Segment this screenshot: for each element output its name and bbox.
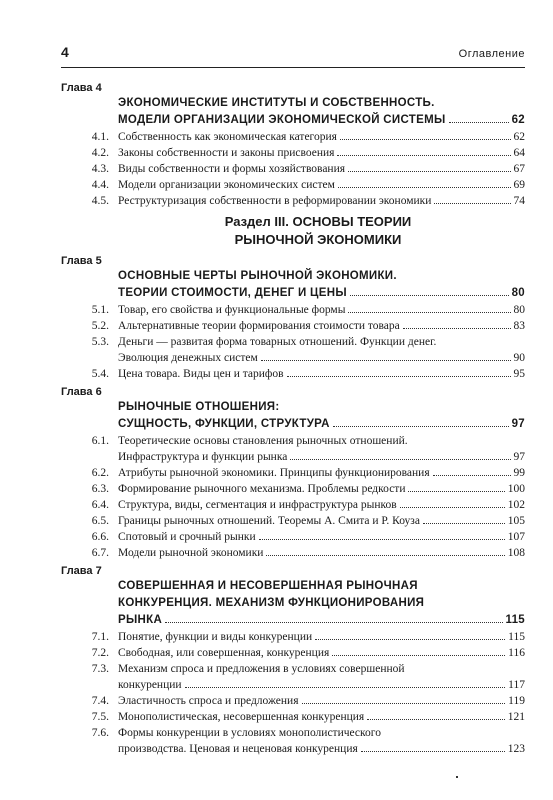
toc-entry[interactable]	[61, 433, 525, 465]
entry-text	[118, 481, 525, 497]
entry-title: Реструктуризация собственности в реформировании экономики	[118, 195, 432, 207]
dot-leader	[338, 187, 511, 188]
chapter-label: Глава 4	[61, 82, 102, 94]
chapter-label: Глава 6	[61, 386, 102, 398]
entry-title: Атрибуты рыночной экономики. Принципы функционирования	[118, 467, 430, 479]
entry-title: Модели организации экономических систем	[118, 179, 335, 191]
entry-title: Механизм спроса и предложения в условиях совершенной	[118, 663, 405, 675]
toc-entry[interactable]	[61, 465, 525, 481]
entry-line	[118, 449, 525, 465]
chapter-title-text: РЫНОЧНЫЕ ОТНОШЕНИЯ:	[118, 401, 280, 413]
dot-leader	[434, 203, 510, 204]
dot-leader	[185, 687, 506, 688]
entry-page-number: 67	[513, 163, 525, 175]
dot-leader	[348, 171, 510, 172]
entry-text	[118, 302, 525, 318]
toc-entry[interactable]	[61, 366, 525, 382]
entry-page-number: 80	[513, 304, 525, 316]
entry-number: 7.4.	[91, 695, 109, 707]
entry-number: 7.6.	[91, 727, 109, 739]
toc-entry[interactable]	[61, 193, 525, 209]
dot-leader	[367, 719, 505, 720]
dot-leader	[259, 539, 505, 540]
toc-entry[interactable]	[61, 129, 525, 145]
entry-number: 5.4.	[91, 368, 109, 380]
entry-title: Монополистическая, несовершенная конкуренция	[118, 711, 365, 723]
chapter-title-line	[118, 112, 525, 129]
entry-page-number: 69	[513, 179, 525, 191]
dot-leader	[340, 139, 511, 140]
entry-text	[118, 645, 525, 661]
page-number: 4	[61, 44, 69, 60]
entry-title: Границы рыночных отношений. Теоремы А. Смита и Р. Коуза	[118, 515, 420, 527]
toc-entry[interactable]	[61, 145, 525, 161]
entry-line	[118, 177, 525, 193]
entry-line	[118, 334, 525, 350]
toc-entry[interactable]	[61, 629, 525, 645]
entry-number: 4.2.	[91, 147, 109, 159]
part-heading	[111, 213, 525, 249]
entry-line	[118, 693, 525, 709]
entry-page-number: 107	[507, 531, 525, 543]
entry-title: конкуренции	[118, 679, 182, 691]
entry-text	[118, 693, 525, 709]
entry-page-number: 123	[507, 743, 525, 755]
entry-page-number: 105	[507, 515, 525, 527]
entry-number: 7.1.	[91, 631, 109, 643]
entry-title: Структура, виды, сегментация и инфраструктура рынков	[118, 499, 397, 511]
chapter-title-text: ЭКОНОМИЧЕСКИЕ ИНСТИТУТЫ И СОБСТВЕННОСТЬ.	[118, 97, 435, 109]
entry-title: Модели рыночной экономики	[118, 547, 264, 559]
entry-page-number: 100	[507, 483, 525, 495]
dot-leader	[449, 122, 509, 123]
entry-number: 5.2.	[91, 320, 109, 332]
dot-leader	[403, 328, 511, 329]
toc-entry[interactable]	[61, 302, 525, 318]
entry-page-number: 116	[508, 647, 525, 659]
running-head: Оглавление	[458, 48, 525, 60]
chapter-page-number: 97	[511, 418, 525, 430]
entry-page-number: 74	[513, 195, 525, 207]
chapter-title-text: ОСНОВНЫЕ ЧЕРТЫ РЫНОЧНОЙ ЭКОНОМИКИ.	[118, 270, 397, 282]
entry-page-number: 90	[513, 352, 525, 364]
entry-line	[118, 366, 525, 382]
entry-number: 5.1.	[91, 304, 109, 316]
chapter-title-line	[118, 268, 525, 285]
entry-title: Цена товара. Виды цен и тарифов	[118, 368, 284, 380]
entry-text	[118, 629, 525, 645]
entry-line	[118, 350, 525, 366]
dot-leader	[287, 376, 511, 377]
entry-line	[118, 497, 525, 513]
toc-entry[interactable]	[61, 513, 525, 529]
toc-entry[interactable]	[61, 693, 525, 709]
entry-line	[118, 161, 525, 177]
dot-leader	[400, 507, 505, 508]
toc-entry[interactable]	[61, 645, 525, 661]
entry-number: 6.2.	[91, 467, 109, 479]
entry-title: Понятие, функции и виды конкуренции	[118, 631, 313, 643]
toc-entry[interactable]	[61, 497, 525, 513]
entry-title: Товар, его свойства и функциональные формы	[118, 304, 346, 316]
chapter-title-text: СУЩНОСТЬ, ФУНКЦИИ, СТРУКТУРА	[118, 418, 330, 430]
chapter-label: Глава 7	[61, 565, 102, 577]
entry-number: 4.5.	[91, 195, 109, 207]
dot-leader	[332, 655, 505, 656]
dot-leader	[348, 312, 510, 313]
toc-entry[interactable]	[61, 661, 525, 693]
entry-text	[118, 465, 525, 481]
entry-text	[118, 497, 525, 513]
entry-title: Законы собственности и законы присвоения	[118, 147, 335, 159]
dot-leader	[315, 639, 505, 640]
chapter-title-line	[118, 399, 525, 416]
entry-line	[118, 677, 525, 693]
dot-leader	[433, 475, 511, 476]
entry-title: Теоретические основы становления рыночных отношений.	[118, 435, 408, 447]
entry-title: Собственность как экономическая категория	[118, 131, 337, 143]
chapter-page-number: 115	[505, 614, 525, 626]
header-rule	[61, 67, 525, 68]
entry-text	[118, 129, 525, 145]
entry-page-number: 108	[507, 547, 525, 559]
entry-page-number: 115	[508, 631, 525, 643]
entry-text	[118, 177, 525, 193]
dot-leader	[350, 295, 509, 296]
entry-number: 6.4.	[91, 499, 109, 511]
table-of-contents	[61, 82, 525, 757]
chapter-title-line	[118, 416, 525, 433]
entry-title: Виды собственности и формы хозяйствования	[118, 163, 346, 175]
chapter-title-line	[118, 595, 525, 612]
entry-text	[118, 513, 525, 529]
chapter-title[interactable]	[118, 578, 525, 629]
toc-entry[interactable]	[61, 481, 525, 497]
entry-number: 6.1.	[91, 435, 109, 447]
entry-line	[118, 513, 525, 529]
entry-line	[118, 645, 525, 661]
page-header	[61, 44, 525, 64]
entry-text	[118, 145, 525, 161]
entry-number: 6.6.	[91, 531, 109, 543]
entry-title: Свободная, или совершенная, конкуренция	[118, 647, 330, 659]
dot-leader	[261, 360, 511, 361]
toc-entry[interactable]	[61, 334, 525, 366]
toc-entry[interactable]	[61, 709, 525, 725]
entry-page-number: 119	[508, 695, 525, 707]
entry-title: производства. Ценовая и неценовая конкуренция	[118, 743, 358, 755]
chapter-page-number: 62	[511, 114, 525, 126]
entry-line	[118, 709, 525, 725]
entry-title: Альтернативные теории формирования стоимости товара	[118, 320, 400, 332]
chapter-title[interactable]	[118, 268, 525, 302]
entry-text	[118, 193, 525, 209]
entry-text	[118, 334, 525, 366]
chapter-page-number: 80	[511, 287, 525, 299]
entry-page-number: 99	[513, 467, 525, 479]
entry-number: 6.3.	[91, 483, 109, 495]
toc-entry[interactable]	[61, 318, 525, 334]
toc-entry[interactable]	[61, 161, 525, 177]
entry-text	[118, 366, 525, 382]
dot-leader	[302, 703, 506, 704]
bottom-mark	[456, 776, 458, 778]
chapter-title-line	[118, 578, 525, 595]
entry-text	[118, 433, 525, 465]
entry-title: Спотовый и срочный рынки	[118, 531, 256, 543]
entry-page-number: 62	[513, 131, 525, 143]
chapter-title-text: МОДЕЛИ ОРГАНИЗАЦИИ ЭКОНОМИЧЕСКОЙ СИСТЕМЫ	[118, 114, 446, 126]
chapter-title-text: РЫНКА	[118, 614, 163, 626]
dot-leader	[423, 523, 505, 524]
entry-text	[118, 318, 525, 334]
entry-title: Деньги — развитая форма товарных отношений. Функции денег.	[118, 336, 437, 348]
dot-leader	[333, 426, 509, 427]
entry-line	[118, 629, 525, 645]
entry-line	[118, 129, 525, 145]
entry-number: 7.5.	[91, 711, 109, 723]
entry-page-number: 121	[507, 711, 525, 723]
chapter-title-text: ТЕОРИИ СТОИМОСТИ, ДЕНЕГ И ЦЕНЫ	[118, 287, 347, 299]
entry-line	[118, 661, 525, 677]
entry-number: 6.7.	[91, 547, 109, 559]
dot-leader	[165, 622, 502, 623]
part-heading-line: Раздел III. ОСНОВЫ ТЕОРИИ	[224, 214, 412, 229]
entry-text	[118, 529, 525, 545]
entry-line	[118, 545, 525, 561]
entry-line	[118, 145, 525, 161]
chapter-title-text: КОНКУРЕНЦИЯ. МЕХАНИЗМ ФУНКЦИОНИРОВАНИЯ	[118, 597, 425, 609]
entry-number: 7.3.	[91, 663, 109, 675]
chapter-title-text: СОВЕРШЕННАЯ И НЕСОВЕРШЕННАЯ РЫНОЧНАЯ	[118, 580, 418, 592]
entry-number: 7.2.	[91, 647, 109, 659]
entry-number: 4.1.	[91, 131, 109, 143]
entry-page-number: 95	[513, 368, 525, 380]
chapter-label: Глава 5	[61, 255, 102, 267]
toc-entry[interactable]	[61, 529, 525, 545]
toc-entry[interactable]	[61, 177, 525, 193]
entry-line	[118, 481, 525, 497]
entry-line	[118, 725, 525, 741]
entry-title: Формирование рыночного механизма. Проблемы редкости	[118, 483, 406, 495]
chapter-title-line	[118, 285, 525, 302]
entry-text	[118, 161, 525, 177]
entry-title: Эластичность спроса и предложения	[118, 695, 299, 707]
entry-line	[118, 529, 525, 545]
part-heading-line: РЫНОЧНОЙ ЭКОНОМИКИ	[234, 232, 402, 247]
entry-line	[118, 318, 525, 334]
entry-line	[118, 302, 525, 318]
entry-text	[118, 709, 525, 725]
entry-number: 4.4.	[91, 179, 109, 191]
entry-page-number: 97	[513, 451, 525, 463]
toc-entry[interactable]	[61, 545, 525, 561]
entry-page-number: 64	[513, 147, 525, 159]
entry-page-number: 117	[508, 679, 525, 691]
chapter-title[interactable]	[118, 95, 525, 129]
entry-line	[118, 465, 525, 481]
entry-number: 6.5.	[91, 515, 109, 527]
dot-leader	[266, 555, 504, 556]
entry-number: 5.3.	[91, 336, 109, 348]
entry-page-number: 102	[507, 499, 525, 511]
entry-text	[118, 661, 525, 693]
chapter-title[interactable]	[118, 399, 525, 433]
dot-leader	[337, 155, 510, 156]
entry-line	[118, 433, 525, 449]
entry-title: Формы конкуренции в условиях монополистического	[118, 727, 381, 739]
toc-entry[interactable]	[61, 725, 525, 757]
entry-number: 4.3.	[91, 163, 109, 175]
entry-text	[118, 545, 525, 561]
chapter-title-line	[118, 612, 525, 629]
entry-line	[118, 193, 525, 209]
entry-title: Эволюция денежных систем	[118, 352, 258, 364]
entry-page-number: 83	[513, 320, 525, 332]
dot-leader	[290, 459, 510, 460]
dot-leader	[408, 491, 504, 492]
dot-leader	[361, 751, 505, 752]
chapter-title-line	[118, 95, 525, 112]
entry-line	[118, 741, 525, 757]
entry-title: Инфраструктура и функции рынка	[118, 451, 288, 463]
entry-text	[118, 725, 525, 757]
